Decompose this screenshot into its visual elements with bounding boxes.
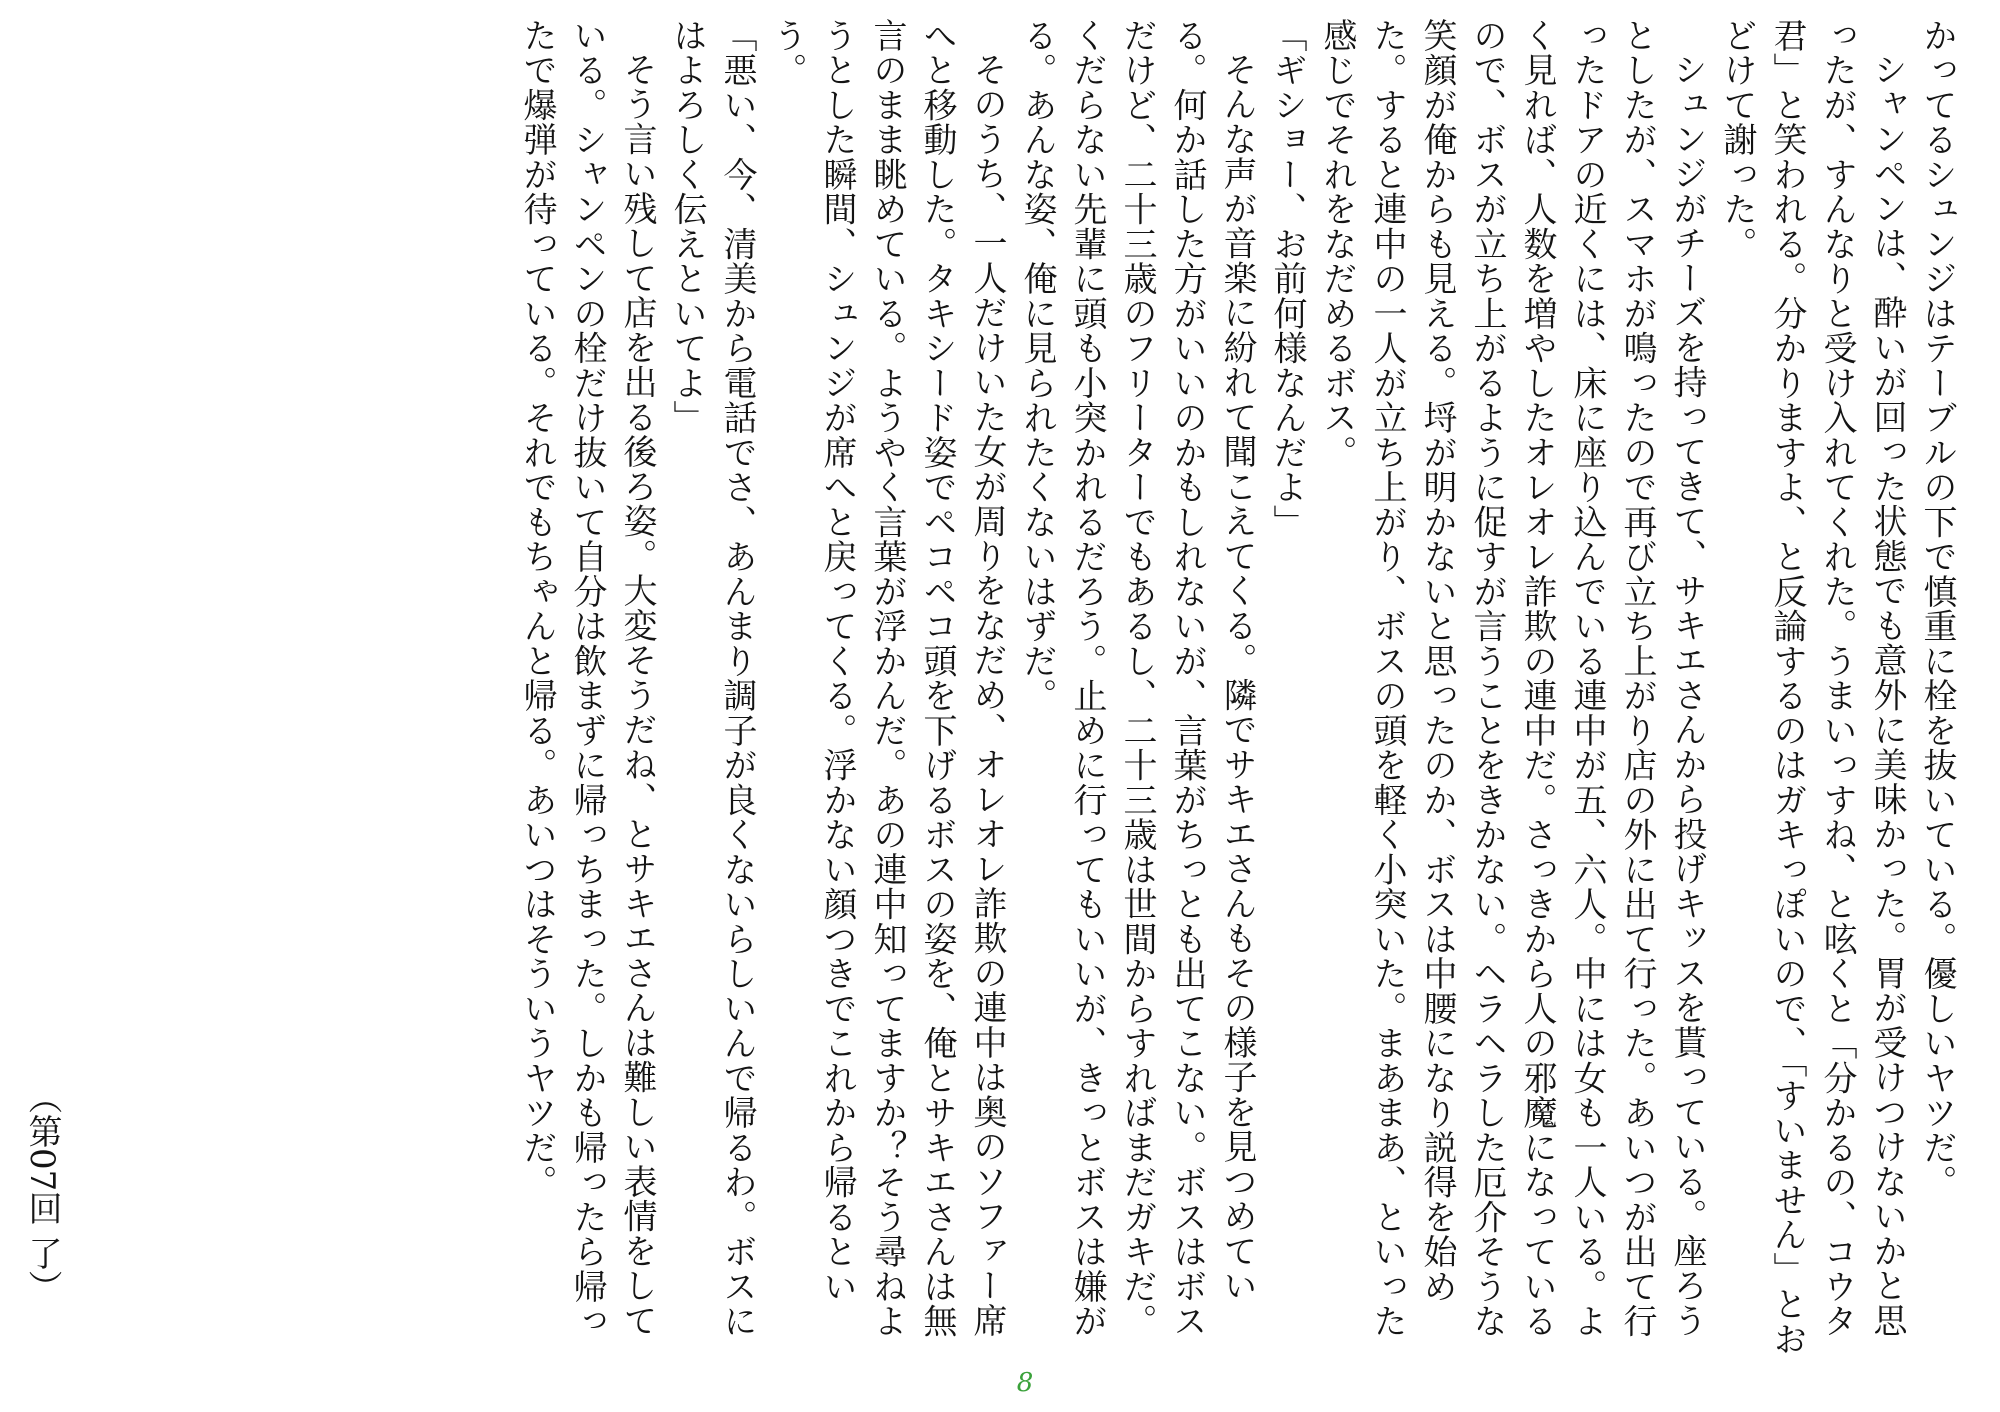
paragraph: かってるシュンジはテーブルの下で慎重に栓を抜いている。優しいヤツだ。 <box>1917 18 1957 1200</box>
chapter-end-mark: （第07回 了） <box>22 1080 62 1305</box>
paragraph: そんな声が音楽に紛れて聞こえてくる。隣でサキエさんもその様子を見つめている。何か話した方がいいのかもしれないが、言葉がちっとも出てこない。ボスはボスだけど、二十三歳のフリーターでもあるし、二十三歳は世間からすればまだガキだ。くだらない先輩に頭も小突かれるだろう。止めに行ってもいいが、きっとボスは嫌がる。あんな姿、俺に見られたくないはずだ。 <box>1017 18 1257 1339</box>
paragraph: そう言い残して店を出る後ろ姿。大変そうだね、とサキエさんは難しい表情をしている。シャンペンの栓だけ抜いて自分は飲まずに帰っちまった。しかも帰ったら帰ったで爆弾が待っている。それでもちゃんと帰る。あいつはそういうヤツだ。 <box>517 18 657 1339</box>
dialogue-line: 「悪い、今、清美から電話でさ、あんまり調子が良くないらしいんで帰るわ。ボスにはよろしく伝えといてよ」 <box>667 18 757 1339</box>
paragraph: シャンペンは、酔いが回った状態でも意外に美味かった。胃が受けつけないかと思ったが、すんなりと受け入れてくれた。うまいっすね、と呟くと「分かるの、コウタ君」と笑われる。分かりますよ、と反論するのはガキっぽいので、「すいません」とおどけて謝った。 <box>1717 18 1907 1357</box>
page-number: 8 <box>1016 1368 1034 1398</box>
dialogue-line: 「ギショー、お前何様なんだよ」 <box>1267 18 1307 540</box>
paragraph: シュンジがチーズを持ってきて、サキエさんから投げキッスを貰っている。座ろうとしたが、スマホが鳴ったので再び立ち上がり店の外に出て行った。あいつが出て行ったドアの近くには、床に座り込んでいる連中が五、六人。中には女も一人いる。よく見れば、人数を増やしたオレオレ詐欺の連中だ。さっきから人の邪魔になっているので、ボスが立ち上がるように促すが言うことをきかない。ヘラヘラした厄介そうな笑顔が俺からも見える。埒が明かないと思ったのか、ボスは中腰になり説得を始めた。すると連中の一人が立ち上がり、ボスの頭を軽く小突いた。まあまあ、といった感じでそれをなだめるボス。 <box>1317 18 1707 1339</box>
paragraph: そのうち、一人だけいた女が周りをなだめ、オレオレ詐欺の連中は奥のソファー席へと移動した。タキシード姿でペコペコ頭を下げるボスの姿を、俺とサキエさんは無言のまま眺めている。ようやく言葉が浮かんだ。あの連中知ってますか？そう尋ねようとした瞬間、シュンジが席へと戻ってくる。浮かない顔つきでこれから帰るという。 <box>767 18 1007 1339</box>
body-text <box>62 18 1962 1358</box>
